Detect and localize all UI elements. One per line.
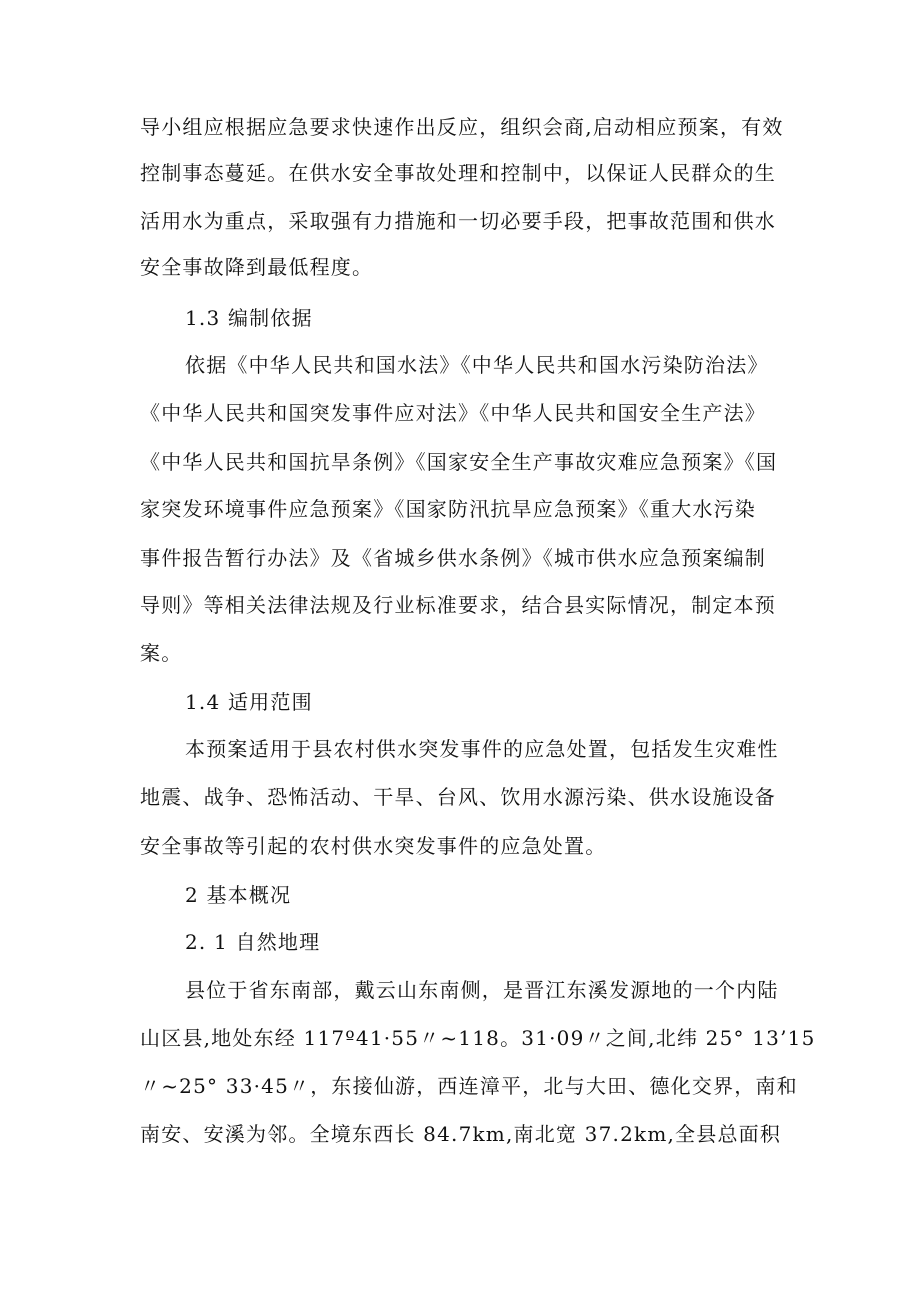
paragraph-line: 导小组应根据应急要求快速作出反应，组织会商,启动相应预案，有效 — [140, 115, 784, 139]
section-heading: 1.3 编制依据 — [185, 306, 313, 330]
paragraph-line: 安全事故等引起的农村供水突发事件的应急处置。 — [140, 834, 607, 858]
paragraph-line: 本预案适用于县农村供水突发事件的应急处置，包括发生灾难性 — [185, 737, 779, 761]
section-heading: 1.4 适用范围 — [185, 690, 313, 714]
paragraph-line: 导则》等相关法律法规及行业标准要求，结合县实际情况，制定本预 — [140, 593, 776, 617]
paragraph-line: 案。 — [140, 641, 183, 665]
paragraph-line: 事件报告暂行办法》及《省城乡供水条例》《城市供水应急预案编制 — [140, 546, 766, 570]
paragraph-line: 《中华人民共和国抗旱条例》《国家安全生产事故灾难应急预案》《国 — [140, 450, 778, 474]
paragraph-line: 地震、战争、恐怖活动、干旱、台风、饮用水源污染、供水设施设备 — [140, 785, 776, 809]
section-heading: 2 基本概况 — [185, 883, 292, 907]
paragraph-line: 山区县,地处东经 117º41·55〃~118。31·09〃之间,北纬 25° 13’15 — [140, 1026, 816, 1050]
paragraph-line: 《中华人民共和国突发事件应对法》《中华人民共和国安全生产法》 — [140, 401, 766, 425]
paragraph-line: 家突发环境事件应急预案》《国家防汛抗旱应急预案》《重大水污染 — [140, 497, 756, 521]
paragraph-line: 县位于省东南部，戴云山东南侧，是晋江东溪发源地的一个内陆 — [185, 978, 779, 1002]
paragraph-line: 依据《中华人民共和国水法》《中华人民共和国水污染防治法》 — [185, 353, 769, 377]
section-heading: 2. 1 自然地理 — [185, 930, 321, 954]
paragraph-line: 安全事故降到最低程度。 — [140, 255, 374, 279]
paragraph-line: 〃~25° 33·45〃，东接仙游，西连漳平，北与大田、德化交界，南和 — [140, 1074, 798, 1098]
paragraph-line: 活用水为重点，采取强有力措施和一切必要手段，把事故范围和供水 — [140, 209, 776, 233]
paragraph-line: 控制事态蔓延。在供水安全事故处理和控制中，以保证人民群众的生 — [140, 161, 776, 185]
paragraph-line: 南安、安溪为邻。全境东西长 84.7km,南北宽 37.2km,全县总面积 — [140, 1122, 782, 1146]
